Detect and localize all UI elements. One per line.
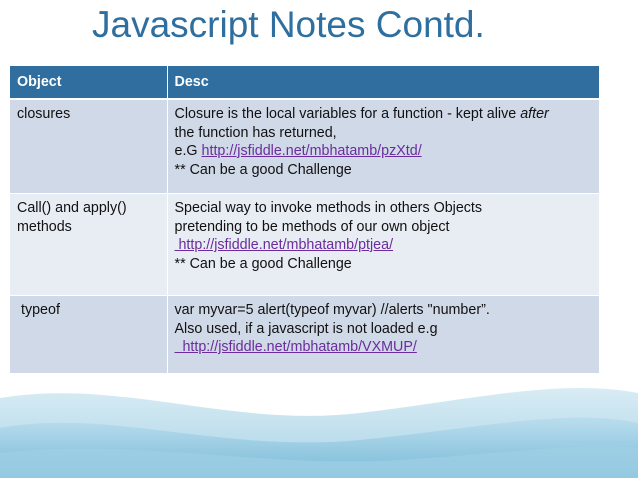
- notes-table: [10, 66, 599, 374]
- object-cell: Call() and apply() methods: [10, 194, 167, 296]
- desc-text: e.G: [174, 143, 202, 159]
- desc-line: pretending to be methods of our own object: [174, 218, 450, 235]
- desc-line: the function has returned,: [174, 124, 337, 141]
- desc-line: ** Can be a good Challenge: [174, 161, 352, 178]
- desc-line: [175, 236, 593, 255]
- desc-line: [175, 338, 593, 357]
- header-object: Object: [10, 66, 167, 99]
- background-wave-decoration: [0, 368, 638, 478]
- table-header-row: [10, 66, 599, 99]
- table-row: [10, 194, 599, 296]
- desc-cell: [167, 296, 599, 374]
- object-cell: closures: [10, 99, 167, 194]
- desc-emphasis: after: [520, 106, 549, 122]
- header-desc: Desc: [167, 66, 599, 99]
- jsfiddle-link[interactable]: http://jsfiddle.net/mbhatamb/ptjea/: [174, 237, 394, 253]
- desc-cell: [167, 194, 599, 296]
- slide-title: Javascript Notes Contd.: [92, 4, 485, 45]
- desc-line: ** Can be a good Challenge: [174, 255, 352, 272]
- desc-line: Also used, if a javascript is not loaded e.g: [174, 320, 438, 337]
- desc-text: Closure is the local variables for a function - kept alive: [174, 106, 521, 122]
- jsfiddle-link[interactable]: http://jsfiddle.net/mbhatamb/pzXtd/: [201, 143, 422, 159]
- desc-line: var myvar=5 alert(typeof myvar) //alerts "number”.: [174, 302, 490, 318]
- desc-line: [175, 105, 593, 124]
- desc-cell: [167, 99, 599, 194]
- desc-line: [175, 142, 593, 161]
- desc-line: Special way to invoke methods in others Objects: [174, 200, 483, 216]
- object-cell: typeof: [10, 296, 167, 374]
- jsfiddle-link[interactable]: http://jsfiddle.net/mbhatamb/VXMUP/: [174, 339, 417, 355]
- table-row: [10, 99, 599, 194]
- table-row: [10, 296, 599, 374]
